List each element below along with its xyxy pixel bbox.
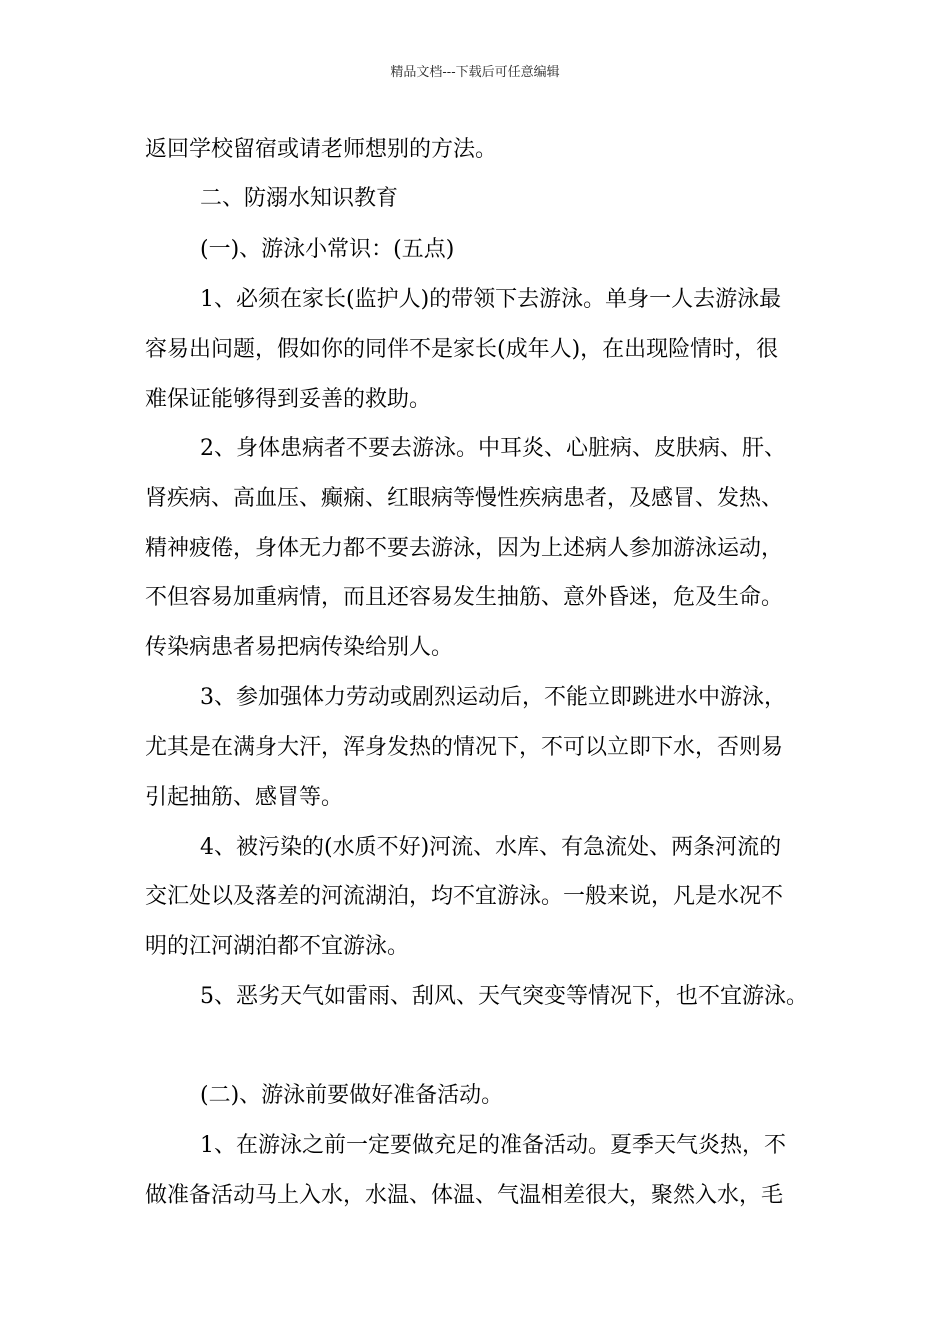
text-line: 传染病患者易把病传染给别人。	[145, 635, 454, 660]
text-line: 交汇处以及落差的河流湖泊，均不宜游泳。一般来说，凡是水况不	[145, 884, 784, 909]
text-line: 做准备活动马上入水，水温、体温、气温相差很大，聚然入水，毛	[145, 1183, 784, 1208]
text-line: 精神疲倦，身体无力都不要去游泳，因为上述病人参加游泳运动，	[145, 536, 784, 561]
section-heading: 二、防溺水知识教育	[200, 186, 399, 211]
paragraph-first-line: 2、身体患病者不要去游泳。中耳炎、心脏病、皮肤病、肝、	[200, 436, 786, 461]
text-line: 返回学校留宿或请老师想别的方法。	[145, 137, 498, 162]
paragraph-first-line: 1、在游泳之前一定要做充足的准备活动。夏季天气炎热，不	[200, 1133, 786, 1158]
subsection-heading: (一)、游泳小常识：(五点)	[200, 237, 455, 262]
text-line: 尤其是在满身大汗，浑身发热的情况下，不可以立即下水，否则易	[145, 735, 784, 760]
paragraph-first-line: 3、参加强体力劳动或剧烈运动后，不能立即跳进水中游泳，	[200, 685, 786, 710]
text-line: 不但容易加重病情，而且还容易发生抽筋、意外昏迷，危及生命。	[145, 585, 784, 610]
text-line: 引起抽筋、感冒等。	[145, 785, 344, 810]
text-line: 难保证能够得到妥善的救助。	[145, 387, 432, 412]
text-line: 明的江河湖泊都不宜游泳。	[145, 934, 410, 959]
paragraph-first-line: 5、恶劣天气如雷雨、刮风、天气突变等情况下，也不宜游泳。	[200, 984, 808, 1009]
page-header: 精品文档---下载后可任意编辑	[390, 65, 560, 80]
text-line: 肾疾病、高血压、癫痫、红眼病等慢性疾病患者，及感冒、发热、	[145, 486, 784, 511]
paragraph-first-line: 4、被污染的(水质不好)河流、水库、有急流处、两条河流的	[200, 835, 782, 860]
subsection-heading: (二)、游泳前要做好准备活动。	[200, 1083, 504, 1108]
text-line: 容易出问题，假如你的同伴不是家长(成年人)，在出现险情时，很	[145, 337, 779, 362]
paragraph-first-line: 1、必须在家长(监护人)的带领下去游泳。单身一人去游泳最	[200, 287, 782, 312]
